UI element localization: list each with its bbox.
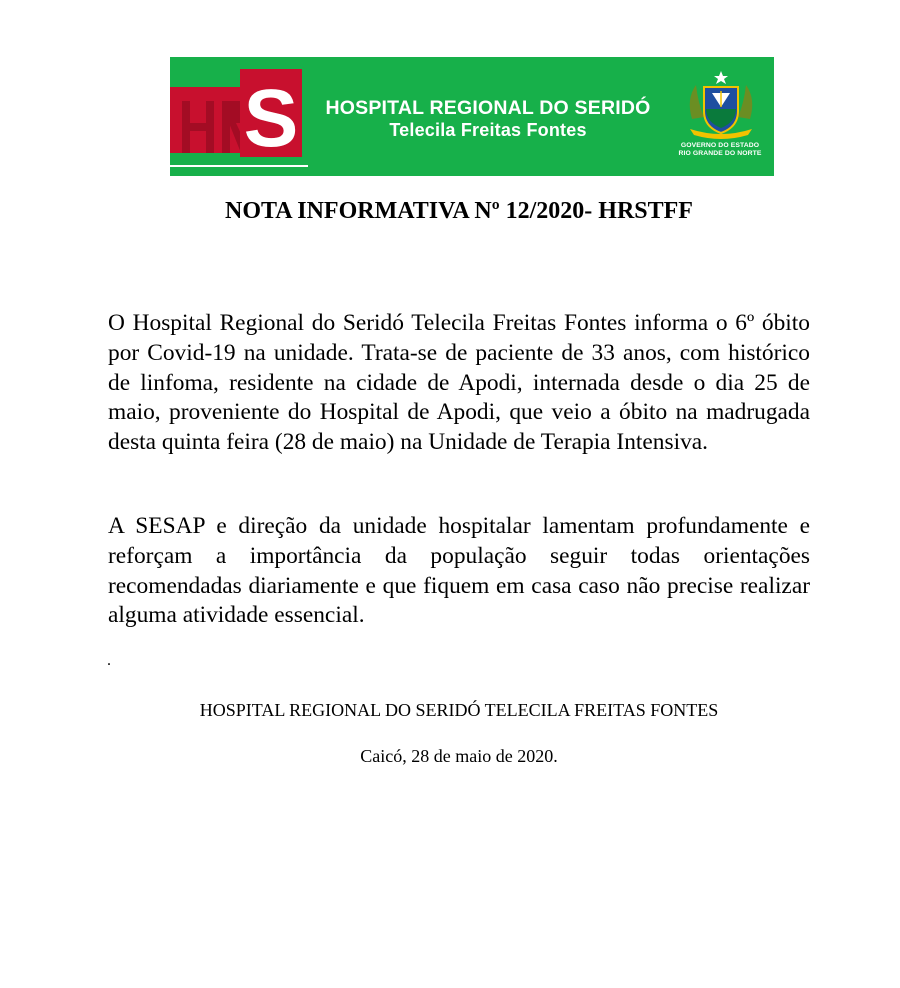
signature-line: HOSPITAL REGIONAL DO SERIDÓ TELECILA FREITAS FONTES — [199, 700, 719, 720]
date-line: Caicó, 28 de maio de 2020. — [360, 746, 558, 766]
document-title: NOTA INFORMATIVA Nº 12/2020- HRSTFF — [225, 198, 693, 224]
hospital-name: HOSPITAL REGIONAL DO SERIDÓ — [325, 97, 651, 119]
header-banner — [170, 57, 774, 176]
svg-text:S: S — [243, 73, 299, 164]
government-line-1: GOVERNO DO ESTADO — [680, 142, 760, 149]
government-label — [670, 142, 770, 158]
body-paragraph-1: O Hospital Regional do Seridó Telecila Freitas Fontes informa o 6º óbito por Covid-19 na unidade. Trata-se de paciente de 33 anos, com histórico de linfoma, residente na cidade de Apodi, internada desde o dia 25 de maio, proveniente do Hospital de Apodi, que veio a óbito na madrugada desta quinta feira (28 de maio) na Unidade de Terapia Intensiva. — [108, 310, 810, 456]
banner-text — [308, 97, 668, 141]
hrs-logo — [170, 69, 315, 169]
coat-of-arms-icon — [682, 69, 760, 141]
dot-mark: . — [107, 652, 111, 669]
hospital-subname: Telecila Freitas Fontes — [389, 120, 587, 140]
body-paragraph-2: A SESAP e direção da unidade hospitalar lamentam profundamente e reforçam a importância da população seguir todas orientações recomendadas diariamente e que fiquem em casa caso não precise realizar alguma atividade essencial. — [108, 513, 810, 629]
government-line-2: RIO GRANDE DO NORTE — [678, 150, 762, 157]
